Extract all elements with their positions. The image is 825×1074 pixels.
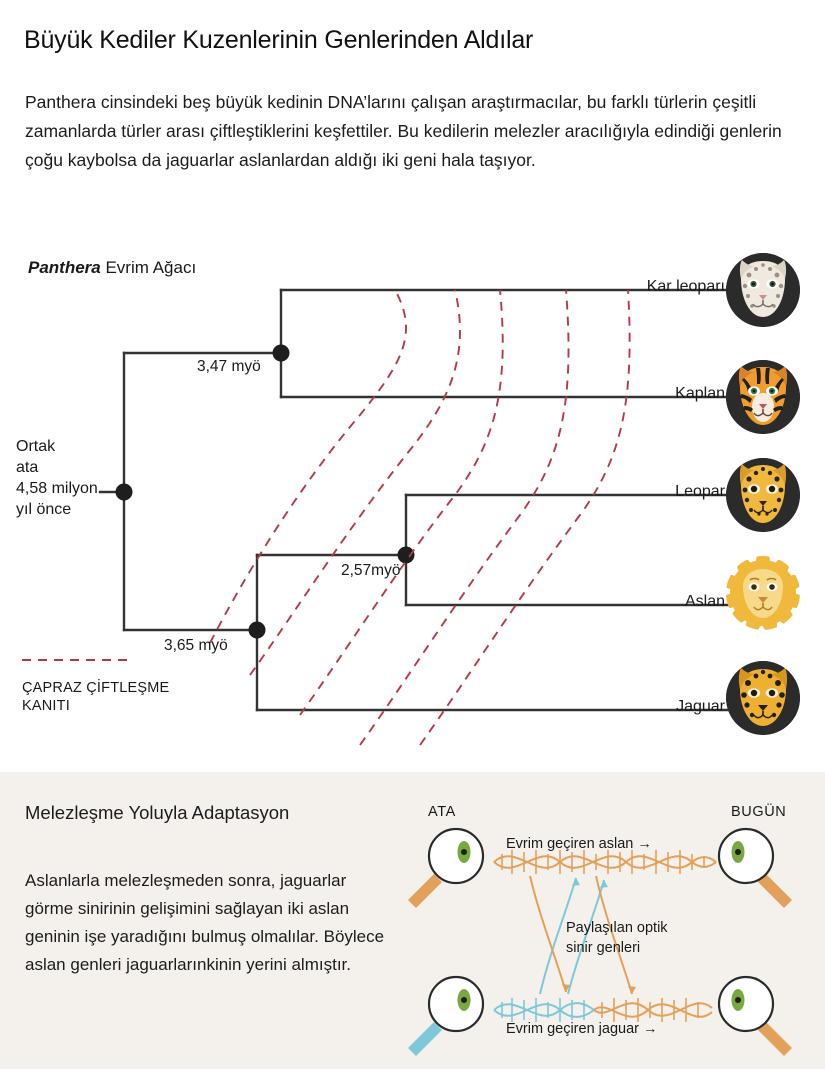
ancestor-caption: ATA bbox=[428, 804, 456, 820]
tree-caption-genus: Panthera bbox=[28, 258, 101, 277]
intro-paragraph: Panthera cinsindeki beş büyük kedinin DNA’larını çalışan araştırmacılar, bu farklı türlerin çeşitli zamanlarda türler arası çiftleştiklerini keşfettiler. Bu kedilerin melezler aracılığıyla edindiği genlerin çoğu kaybolsa da jaguarlar aslanlardan aldığı iki geni hala taşıyor. bbox=[25, 92, 782, 170]
ancestor-lion-eye bbox=[408, 829, 483, 908]
jaguar-icon bbox=[726, 661, 800, 735]
node-dot-365 bbox=[249, 622, 266, 639]
node-label-257: 2,57myö bbox=[341, 562, 401, 579]
node-dot-257 bbox=[398, 547, 415, 564]
hybridization-diagram bbox=[390, 772, 825, 1069]
bottom-panel bbox=[0, 772, 825, 1069]
bottom-panel-body: Aslanlarla melezleşmeden sonra, jaguarlar görme sinirinin gelişimini sağlayan iki aslan geninin işe yaradığını bulmuş olmalılar. Böylece aslan genleri jaguarlarınkinin yerini almıştır. bbox=[25, 871, 385, 974]
tip-label-tiger: Kaplan bbox=[675, 385, 725, 402]
tip-label-jaguar: Jaguar bbox=[676, 698, 725, 715]
modern-jaguar-eye bbox=[719, 977, 792, 1056]
hybridization-curve-3 bbox=[300, 290, 503, 715]
legend-label bbox=[22, 679, 169, 715]
jaguar-dna-strand-right bbox=[594, 998, 712, 1022]
lion-arrow-label: Evrim geçiren aslan → bbox=[506, 836, 652, 852]
ancestor-jaguar-eye bbox=[408, 977, 483, 1056]
hybridization-curves bbox=[210, 290, 630, 745]
lion-icon bbox=[726, 556, 800, 630]
tree-nodes bbox=[116, 345, 415, 639]
jaguar-dna-strand-left bbox=[494, 998, 594, 1022]
page-title: Büyük Kediler Kuzenlerinin Genlerinden Aldılar bbox=[24, 26, 534, 54]
bottom-panel-title: Melezleşme Yoluyla Adaptasyon bbox=[25, 802, 290, 823]
jaguar-arrow-label: Evrim geçiren jaguar → bbox=[506, 1021, 658, 1037]
tiger-icon bbox=[726, 360, 800, 434]
root-label-line-2: ata bbox=[16, 459, 39, 476]
root-label-line-4: yıl önce bbox=[16, 501, 72, 518]
root-label-line-3: 4,58 milyon bbox=[16, 480, 98, 497]
leopard-icon bbox=[726, 458, 800, 532]
hybridization-curve-4 bbox=[360, 290, 569, 745]
tree-caption-rest: Evrim Ağacı bbox=[100, 258, 197, 277]
shared-genes-label-line-1: Paylaşılan optik bbox=[566, 920, 668, 936]
node-dot-347 bbox=[273, 345, 290, 362]
lion-dna-strand bbox=[494, 850, 716, 874]
hybridization-curve-5 bbox=[420, 290, 630, 745]
shared-genes-label-line-2: sinir genleri bbox=[566, 940, 641, 956]
tip-label-leopard: Leopar bbox=[675, 483, 725, 500]
tip-label-lion: Aslan bbox=[684, 593, 725, 610]
snow-leopard-icon bbox=[726, 253, 800, 327]
legend-line-2: KANITI bbox=[22, 698, 70, 714]
tip-label-snow-leopard: Kar leoparı bbox=[646, 278, 725, 295]
today-caption: BUGÜN bbox=[731, 804, 787, 820]
root-label-line-1: Ortak bbox=[16, 438, 56, 455]
shared-genes-label bbox=[566, 918, 668, 958]
root-label bbox=[16, 436, 121, 520]
node-label-347: 3,47 myö bbox=[197, 358, 261, 375]
node-label-365: 3,65 myö bbox=[164, 637, 228, 654]
modern-lion-eye bbox=[719, 829, 792, 908]
legend-line-1: ÇAPRAZ ÇİFTLEŞME bbox=[22, 680, 170, 696]
